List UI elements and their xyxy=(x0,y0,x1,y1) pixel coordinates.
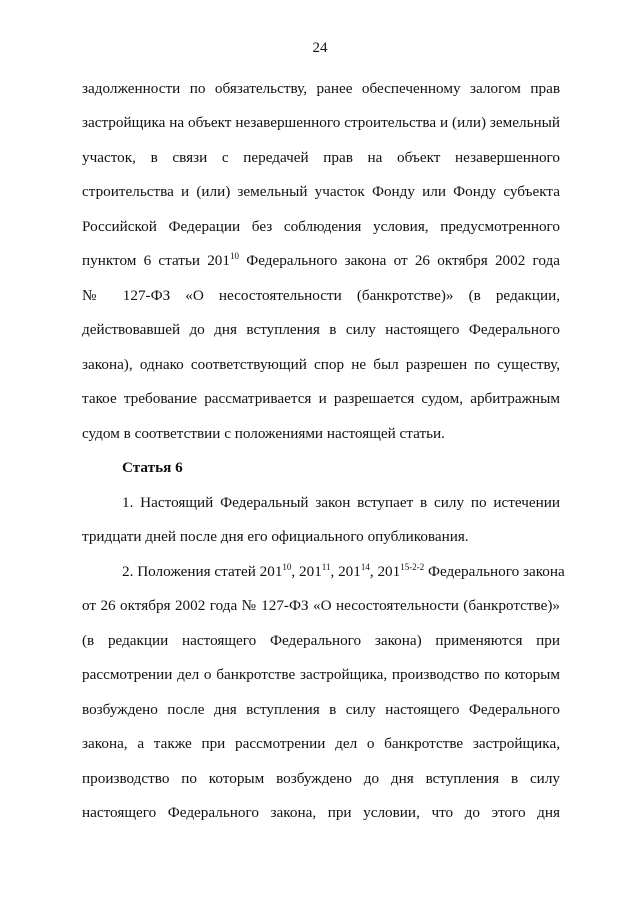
text-line: № 127-ФЗ «О несостоятельности (банкротстве)» (в редакции, xyxy=(82,287,560,304)
superscript: 10 xyxy=(282,561,292,572)
text-line: действовавшей до дня вступления в силу настоящего Федерального xyxy=(82,321,560,338)
text-line: возбуждено после дня вступления в силу настоящего Федерального xyxy=(82,701,560,718)
text-line: участок, в связи с передачей прав на объект незавершенного xyxy=(82,149,560,166)
text-line: закона, а также при рассмотрении дел о банкротстве застройщика, xyxy=(82,735,560,752)
text-fragment: , 201 xyxy=(291,563,322,580)
text-fragment: Федерального закона xyxy=(424,563,565,580)
text-line: застройщика на объект незавершенного строительства и (или) земельный xyxy=(82,114,560,131)
text-line: 1. Настоящий Федеральный закон вступает в силу по истечении xyxy=(122,494,560,511)
text-line: такое требование рассматривается и разрешается судом, арбитражным xyxy=(82,390,560,407)
text-line: тридцати дней после дня его официального опубликования. xyxy=(82,528,469,545)
text-line: задолженности по обязательству, ранее обеспеченному залогом прав xyxy=(82,80,560,97)
text-line: Российской Федерации без соблюдения условия, предусмотренного xyxy=(82,218,560,235)
superscript: 14 xyxy=(360,561,370,572)
superscript: 11 xyxy=(321,561,331,572)
text-line: (в редакции настоящего Федерального закона) применяются при xyxy=(82,632,560,649)
text-line: производство по которым возбуждено до дня вступления в силу xyxy=(82,770,560,787)
text-line: настоящего Федерального закона, при условии, что до этого дня xyxy=(82,804,560,821)
article-heading: Статья 6 xyxy=(122,459,183,476)
text-fragment: , 201 xyxy=(369,563,401,580)
text-line: рассмотрении дел о банкротстве застройщика, производство по которым xyxy=(82,666,560,683)
text-fragment: 2. Положения статей 201 xyxy=(122,563,283,580)
text-fragment: пунктом 6 статьи 201 xyxy=(82,252,230,269)
text-line xyxy=(122,561,565,581)
text-fragment: Федерального закона от 26 октября 2002 года xyxy=(239,252,561,269)
page-number: 24 xyxy=(312,40,328,56)
text-line: судом в соответствии с положениями настоящей статьи. xyxy=(82,425,445,442)
text-line xyxy=(82,252,560,270)
superscript: 15-2-2 xyxy=(400,561,425,572)
superscript: 10 xyxy=(230,250,239,261)
text-line: от 26 октября 2002 года № 127-ФЗ «О несостоятельности (банкротстве)» xyxy=(82,597,560,614)
text-line: строительства и (или) земельный участок Фонду или Фонду субъекта xyxy=(82,183,560,200)
text-fragment: , 201 xyxy=(330,563,361,580)
text-line: закона), однако соответствующий спор не был разрешен по существу, xyxy=(82,356,560,373)
